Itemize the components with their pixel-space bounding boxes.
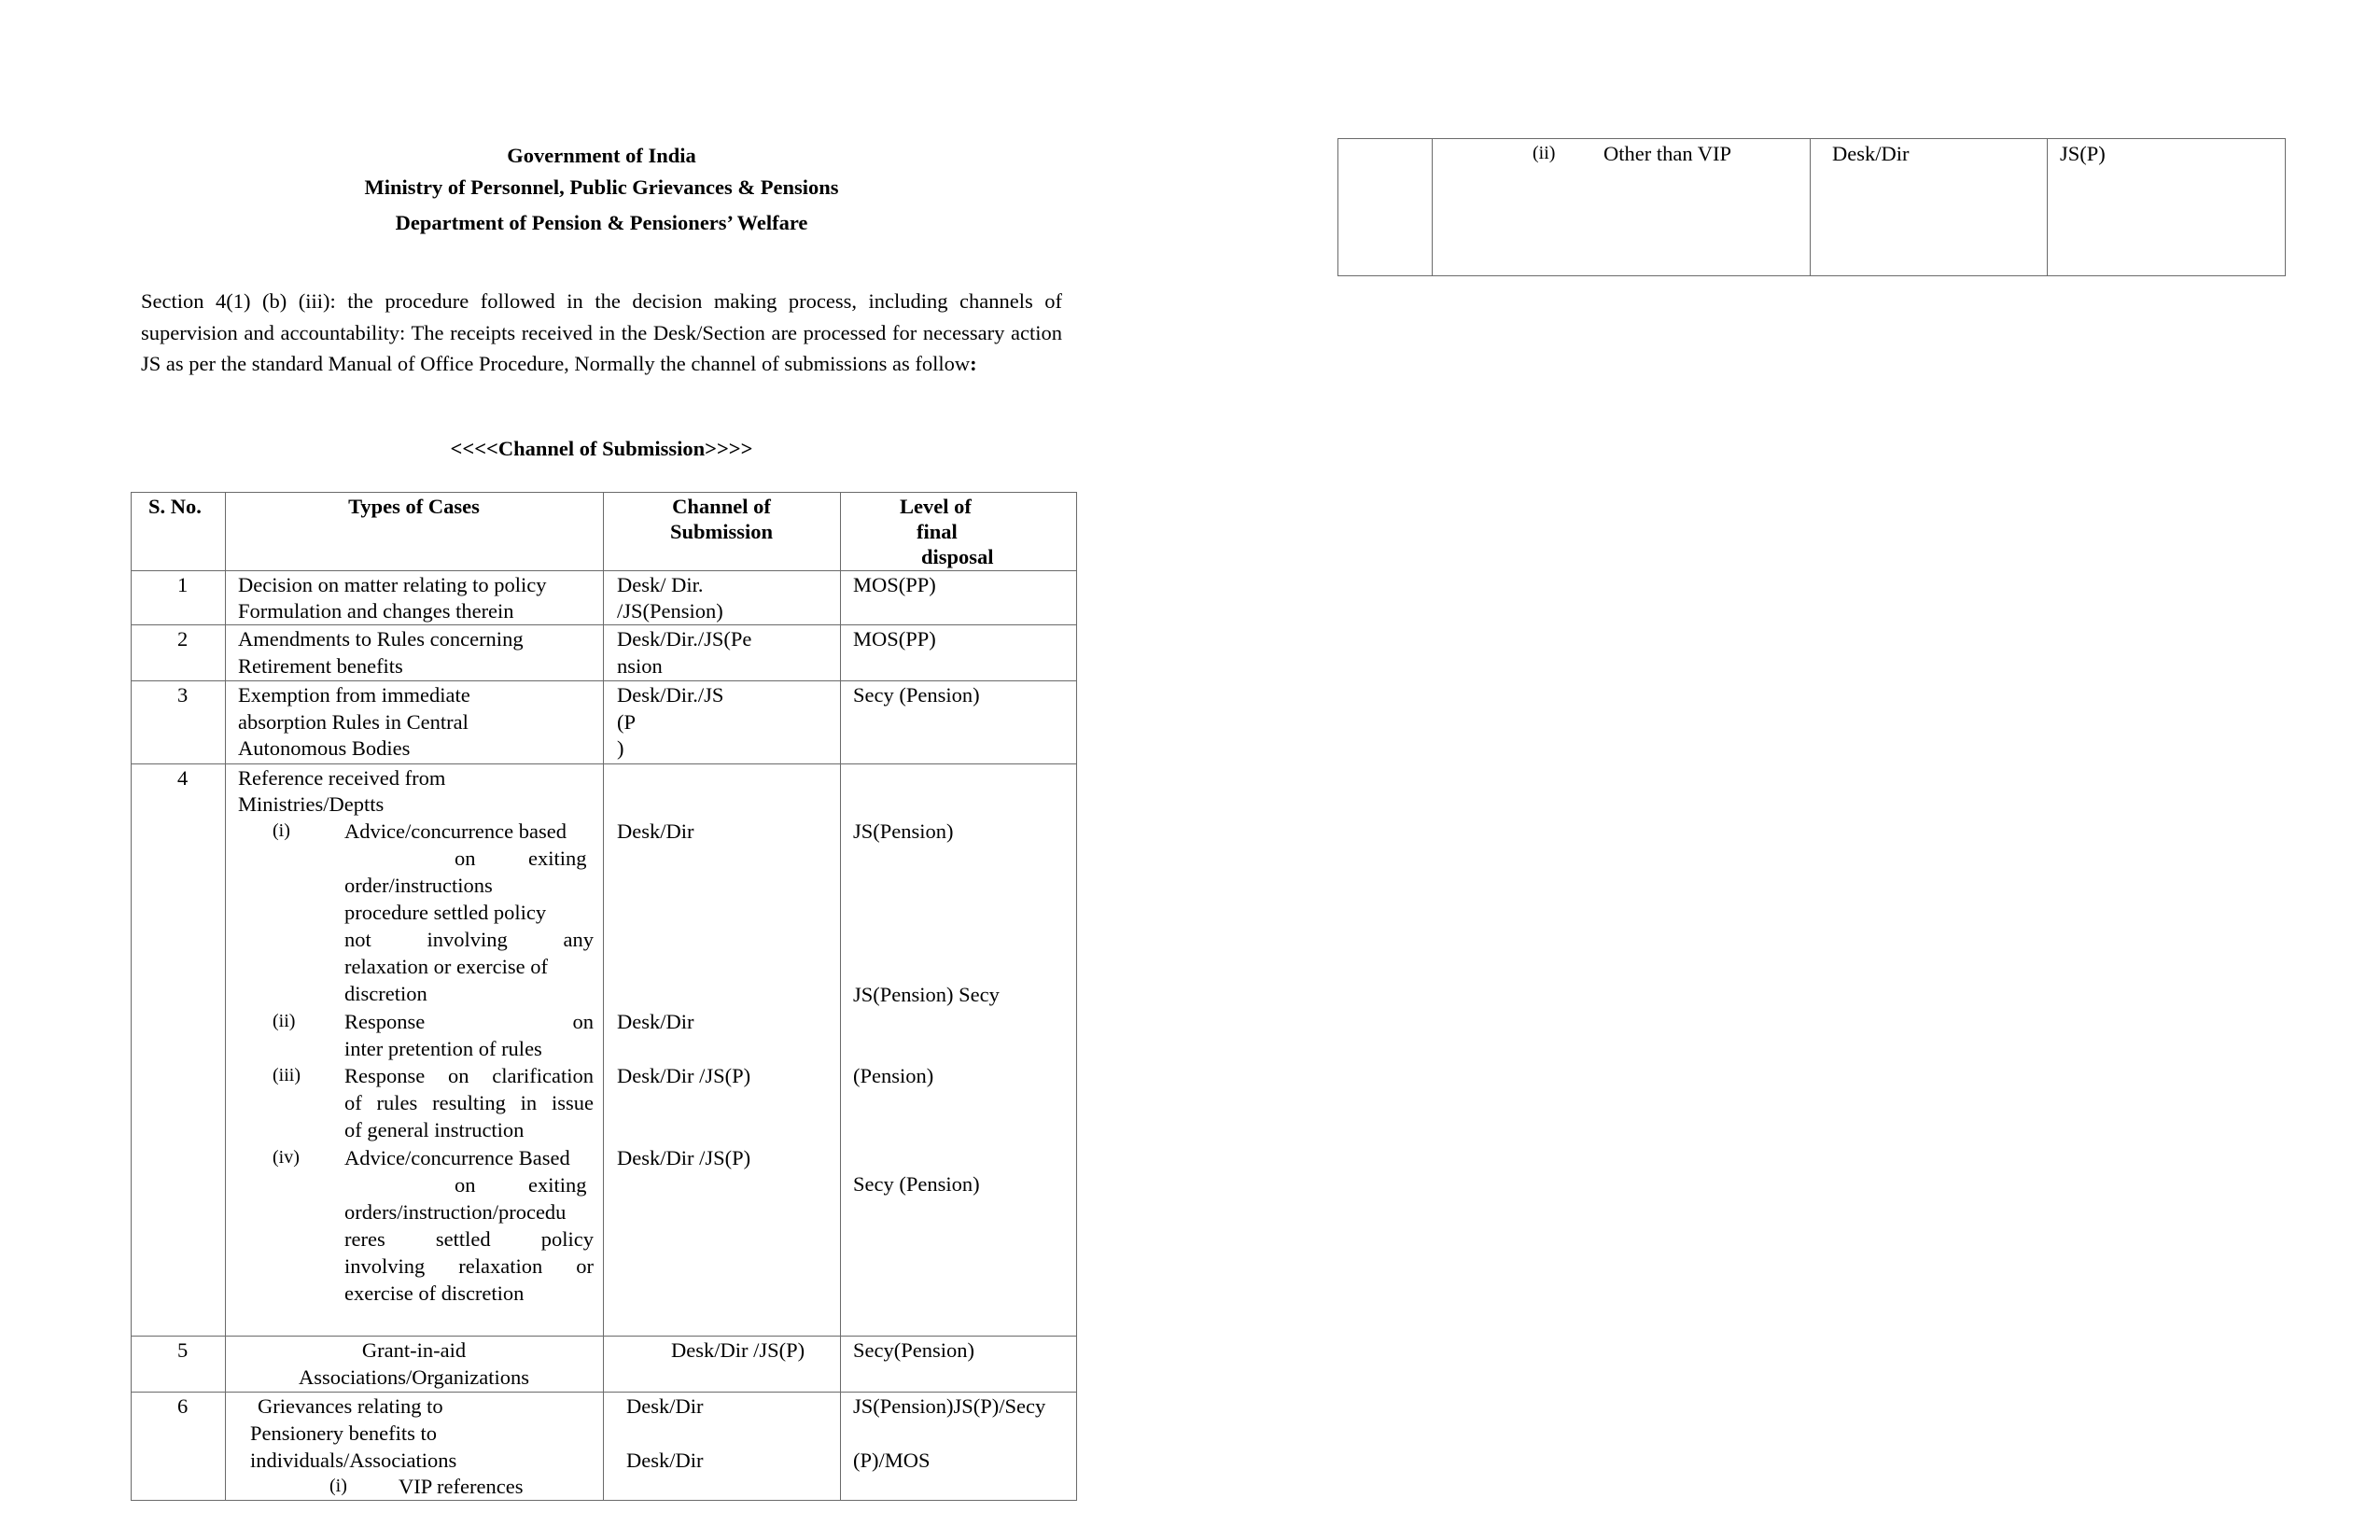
- row-type: Retirement benefits: [238, 654, 403, 678]
- row-type: Reference received from: [238, 766, 446, 790]
- subitem-number: (iv): [273, 1147, 300, 1168]
- row-level: JS(Pension)JS(P)/Secy: [853, 1394, 1046, 1418]
- row-level: (P)/MOS: [853, 1449, 931, 1472]
- row-level: JS(P): [2060, 142, 2106, 165]
- subitem-text: procedure settled policy: [344, 901, 547, 924]
- row-level: JS(Pension) Secy: [853, 983, 1000, 1006]
- subitem-text: reres settled policy: [344, 1227, 594, 1251]
- row-channel: Desk/Dir: [1832, 142, 1910, 165]
- subitem-text: not involving any: [344, 928, 594, 951]
- col-header-level-1: Level of: [900, 495, 972, 518]
- row-channel: nsion: [617, 654, 663, 678]
- row-type: Decision on matter relating to policy: [238, 573, 547, 596]
- subitem-text: Advice/concurrence based: [344, 819, 567, 843]
- subitem-text: inter pretention of rules: [344, 1037, 542, 1060]
- row-channel: Desk/Dir./JS(Pe: [617, 627, 752, 651]
- row-level: MOS(PP): [853, 573, 936, 596]
- subitem-text: exercise of discretion: [344, 1281, 525, 1305]
- row-channel: Desk/Dir: [617, 1010, 694, 1033]
- row-level: JS(Pension): [853, 819, 954, 843]
- table-title: <<<<Channel of Submission>>>>: [450, 437, 753, 460]
- subitem-text: of rules resulting in issue: [344, 1091, 594, 1114]
- col-header-level-3: disposal: [921, 545, 994, 568]
- subitem-text: on: [455, 1173, 476, 1197]
- col-header-sno: S. No.: [148, 495, 202, 518]
- row-channel: Desk/ Dir.: [617, 573, 704, 596]
- row-channel: Desk/Dir: [626, 1449, 704, 1472]
- subitem-number: (i): [329, 1476, 347, 1496]
- row-level: (Pension): [853, 1064, 934, 1087]
- subitem-text: on: [455, 847, 476, 870]
- subitem-text: VIP references: [399, 1475, 524, 1498]
- col-header-level-2: final: [917, 520, 958, 543]
- subitem-text: exiting: [528, 847, 587, 870]
- subitem-text: Response on: [344, 1010, 594, 1033]
- subitem-text: order/instructions: [344, 874, 493, 897]
- subitem-text: Other than VIP: [1603, 142, 1732, 165]
- row-type: Amendments to Rules concerning: [238, 627, 524, 651]
- subitem-text: exiting: [528, 1173, 587, 1197]
- subitem-text: of general instruction: [344, 1118, 525, 1141]
- col-header-channel-2: Submission: [669, 520, 774, 543]
- row-sno: 5: [177, 1338, 189, 1362]
- row-type: Exemption from immediate: [238, 683, 470, 707]
- header-line-2: Ministry of Personnel, Public Grievances & Pensions: [364, 175, 839, 199]
- row-type: Ministries/Deptts: [238, 792, 385, 816]
- row-channel: Desk/Dir /JS(P): [671, 1338, 805, 1362]
- subitem-text: Advice/concurrence Based: [344, 1146, 570, 1169]
- intro-text: Section 4(1) (b) (iii): the procedure followed in the decision making process, including channels of supervision and accountability: The receipts received in the Desk/Section are processed for necessary action JS as per the standard Manual of Office Procedure, Normally the channel of submissions as follow: [141, 289, 1062, 375]
- col-header-types: Types of Cases: [348, 495, 480, 518]
- row-sno: 2: [177, 627, 189, 651]
- row-sno: 3: [177, 683, 189, 707]
- subitem-text: orders/instruction/procedu: [344, 1200, 567, 1224]
- row-type: Pensionery benefits to: [250, 1421, 437, 1445]
- row-channel: /JS(Pension): [617, 599, 723, 623]
- header-line-3: Department of Pension & Pensioners’ Welfare: [395, 211, 808, 234]
- row-type: Associations/Organizations: [298, 1365, 530, 1389]
- row-channel: Desk/Dir: [617, 819, 694, 843]
- subitem-text: discretion: [344, 982, 427, 1005]
- row-channel: Desk/Dir: [626, 1394, 704, 1418]
- row-level: Secy (Pension): [853, 1172, 980, 1196]
- row-type: Grievances relating to: [258, 1394, 443, 1418]
- subitem-text: relaxation or exercise of: [344, 955, 549, 978]
- subitem-text: Response on clarification: [344, 1064, 594, 1087]
- row-channel: (P: [617, 710, 637, 734]
- row-level: Secy (Pension): [853, 683, 980, 707]
- subitem-number: (ii): [273, 1011, 296, 1031]
- row-type: absorption Rules in Central: [238, 710, 469, 734]
- col-header-channel-1: Channel of: [672, 495, 771, 518]
- row-sno: 6: [177, 1394, 189, 1418]
- row-channel: ): [617, 736, 624, 760]
- row-type: Autonomous Bodies: [238, 736, 411, 760]
- header-line-1: Government of India: [507, 144, 696, 167]
- row-sno: 4: [177, 766, 189, 790]
- row-type: Grant-in-aid: [361, 1338, 467, 1362]
- row-type: individuals/Associations: [250, 1449, 457, 1472]
- subitem-number: (iii): [273, 1065, 301, 1085]
- subitem-text: involving relaxation or: [344, 1254, 594, 1278]
- subitem-number: (i): [273, 820, 290, 841]
- intro-paragraph: [141, 286, 1062, 380]
- subitem-number: (ii): [1533, 143, 1556, 163]
- row-sno: 1: [177, 573, 189, 596]
- row-type: Formulation and changes therein: [238, 599, 514, 623]
- row-channel: Desk/Dir /JS(P): [617, 1064, 751, 1087]
- row-channel: Desk/Dir /JS(P): [617, 1146, 751, 1169]
- row-level: MOS(PP): [853, 627, 936, 651]
- intro-colon: :: [970, 352, 977, 375]
- row-level: Secy(Pension): [853, 1338, 974, 1362]
- row-channel: Desk/Dir./JS: [617, 683, 724, 707]
